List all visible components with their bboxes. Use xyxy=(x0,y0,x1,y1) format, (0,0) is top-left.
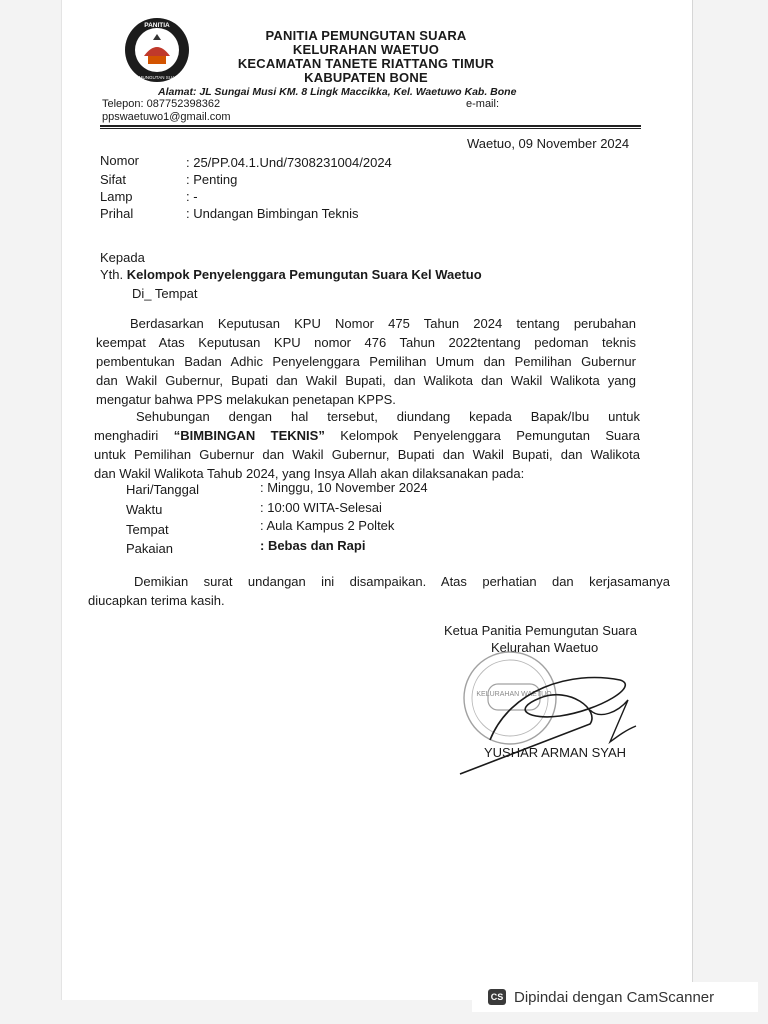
kop-line-4: KABUPATEN BONE xyxy=(304,70,428,85)
body-p2-line: dan Wakil Walikota Tahub 2024, yang Insya Allah akan dilaksanakan pada: xyxy=(94,466,525,481)
body-p2-highlight: “BIMBINGAN TEKNIS” xyxy=(173,428,325,443)
body-p2-line: Sehubungan dengan hal tersebut, diundang kepada Bapak/Ibu untuk xyxy=(136,409,640,424)
logo-text-top: PANITIA xyxy=(144,22,170,29)
recipient-yth-line xyxy=(100,267,482,282)
meta-label-nomor: Nomor xyxy=(100,153,140,168)
meta-value-sifat: : Penting xyxy=(186,172,238,187)
body-p2-pre: menghadiri xyxy=(94,428,159,443)
body-p1-line: pembentukan Badan Adhic Penyelenggara Pemilihan Umum dan Pemilihan Gubernur xyxy=(96,354,636,369)
schedule-label-date: Hari/Tanggal xyxy=(126,482,199,497)
schedule-label-place: Tempat xyxy=(126,522,169,537)
meta-value-prihal: : Undangan Bimbingan Teknis xyxy=(186,206,359,221)
body-p1-line: dan Wakil Gubernur, Bupati dan Wakil Bupati, dan Walikota dan Wakil Walikota yang xyxy=(96,373,636,388)
schedule-value-dress: : Bebas dan Rapi xyxy=(260,538,366,553)
meta-label-lamp: Lamp xyxy=(100,189,133,204)
schedule-value-place: : Aula Kampus 2 Poltek xyxy=(260,518,395,533)
place-date: Waetuo, 09 November 2024 xyxy=(467,136,630,151)
recipient-name: Kelompok Penyelenggara Pemungutan Suara Kel Waetuo xyxy=(126,267,482,282)
kop-line-2: KELURAHAN WAETUO xyxy=(292,42,440,57)
schedule-label-dress: Pakaian xyxy=(126,541,173,556)
body-paragraph-1 xyxy=(96,314,636,409)
body-p1-line: Berdasarkan Keputusan KPU Nomor 475 Tahun 2024 tentang perubahan xyxy=(130,316,636,331)
meta-value-lamp: : - xyxy=(186,189,198,204)
kop-address: Alamat: JL Sungai Musi KM. 8 Lingk Maccikka, Kel. Waetuwo Kab. Bone xyxy=(158,86,517,98)
kop-line-1: PANITIA PEMUNGUTAN SUARA xyxy=(265,28,467,43)
signature-stamp-graphic xyxy=(450,650,650,780)
closing-line: Demikian surat undangan ini disampaikan. Atas perhatian dan kerjasamanya xyxy=(134,574,670,589)
meta-label-sifat: Sifat xyxy=(100,172,127,187)
kop-email: ppswaetuwo1@gmail.com xyxy=(102,111,231,123)
body-p2-line xyxy=(94,426,640,445)
recipient-kepada: Kepada xyxy=(100,250,145,265)
recipient-yth: Yth. xyxy=(100,267,124,282)
meta-label-prihal: Prihal xyxy=(100,206,134,221)
kop-rule-thick xyxy=(100,125,641,127)
signature-title-2: Kelurahan Waetuo xyxy=(491,640,599,655)
body-p2-post: Kelompok Penyelenggara Pemungutan Suara xyxy=(340,428,641,443)
meta-value-nomor: : 25/PP.04.1.Und/7308231004/2024 xyxy=(186,155,392,170)
body-paragraph-2 xyxy=(94,407,640,483)
camscanner-icon: CS xyxy=(488,989,506,1005)
kop-email-label: e-mail: xyxy=(466,98,500,110)
schedule-label-time: Waktu xyxy=(126,502,163,517)
camscanner-watermark xyxy=(472,982,758,1012)
body-p1-line: keempat Atas Keputusan KPU nomor 476 Tahun 2022tentang pedoman teknis xyxy=(96,335,636,350)
kop-line-3: KECAMATAN TANETE RIATTANG TIMUR xyxy=(237,56,495,71)
closing-line: diucapkan terima kasih. xyxy=(88,593,225,608)
kpu-logo xyxy=(124,16,190,84)
kop-phone: Telepon: 087752398362 xyxy=(102,98,221,110)
recipient-place: Di_ Tempat xyxy=(132,286,198,301)
schedule-value-time: : 10:00 WITA-Selesai xyxy=(260,500,382,515)
camscanner-label: Dipindai dengan CamScanner xyxy=(514,988,715,1006)
signature-name: YUSHAR ARMAN SYAH xyxy=(484,745,627,760)
stamp-text: KELURAHAN WAETUO xyxy=(476,691,552,698)
body-p2-line: untuk Pemilihan Gubernur dan Wakil Gubernur, Bupati dan Wakil Bupati, dan Walikota xyxy=(94,447,640,462)
kop-rule-thin xyxy=(100,128,641,129)
closing-paragraph xyxy=(88,572,670,610)
signature-title-1: Ketua Panitia Pemungutan Suara xyxy=(444,623,637,638)
body-p1-line: mengatur bahwa PPS melakukan penetapan KPPS. xyxy=(96,392,396,407)
logo-text-bottom: PEMUNGUTAN SUARA xyxy=(132,75,182,80)
schedule-value-date: : Minggu, 10 November 2024 xyxy=(260,480,428,495)
